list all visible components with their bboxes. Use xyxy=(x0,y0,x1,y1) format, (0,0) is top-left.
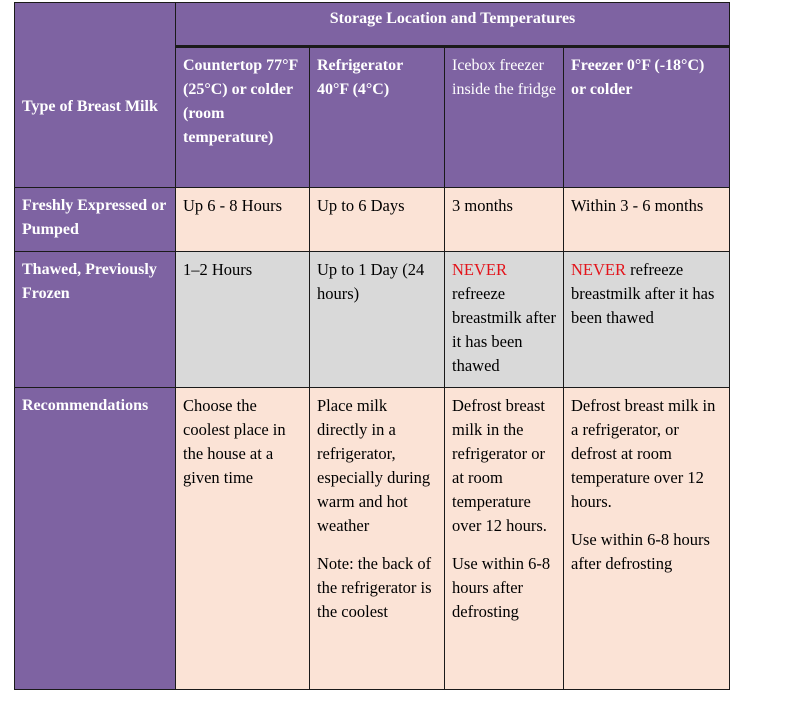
never-warning: NEVER xyxy=(452,260,507,279)
type-of-milk-label: Type of Breast Milk xyxy=(22,98,158,115)
row-label-thawed xyxy=(15,252,176,388)
cell-thawed-refrigerator: Up to 1 Day (24 hours) xyxy=(310,252,445,388)
refrigerator-recommendation: Place milk directly in a refrigerator, especially during warm and hot weather xyxy=(317,396,431,535)
freezer-label: Freezer xyxy=(571,57,623,74)
cell-recommend-refrigerator xyxy=(310,388,445,690)
cell-fresh-refrigerator: Up to 6 Days xyxy=(310,188,445,252)
icebox-label: Icebox freezer inside the fridge xyxy=(452,57,556,98)
never-warning: NEVER xyxy=(571,260,626,279)
column-header-icebox xyxy=(445,47,564,188)
countertop-recommendation: Choose the coolest place in the house at a given time xyxy=(183,396,286,487)
cell-fresh-icebox: 3 months xyxy=(445,188,564,252)
row-label-fresh xyxy=(15,188,176,252)
cell-recommend-icebox xyxy=(445,388,564,690)
cell-fresh-countertop: Up 6 - 8 Hours xyxy=(176,188,310,252)
cell-fresh-freezer: Within 3 - 6 months xyxy=(564,188,730,252)
fresh-label-text: Freshly Expressed or Pumped xyxy=(22,197,167,238)
refrigerator-label: Refrigerator xyxy=(317,57,403,74)
thawed-label-text: Thawed, Previously Frozen xyxy=(22,261,157,302)
column-header-freezer xyxy=(564,47,730,188)
freezer-temp: 0°F (-18°C) or colder xyxy=(571,57,705,98)
cell-thawed-icebox xyxy=(445,252,564,388)
icebox-use-within: Use within 6-8 hours after defrosting xyxy=(452,554,551,621)
freezer-thawed-text: refreeze breastmilk after it has been thawed xyxy=(571,260,715,327)
cell-thawed-freezer xyxy=(564,252,730,388)
freezer-recommendation: Defrost breast milk in a refrigerator, or defrost at room temperature over 12 hours. xyxy=(571,396,716,511)
breast-milk-storage-table xyxy=(14,2,730,690)
refrigerator-note: Note: the back of the refrigerator is the coolest xyxy=(317,554,432,621)
type-of-milk-header xyxy=(15,3,176,188)
storage-location-header xyxy=(176,3,730,47)
cell-recommend-countertop xyxy=(176,388,310,690)
icebox-recommendation: Defrost breast milk in the refrigerator or at room temperature over 12 hours. xyxy=(452,396,547,535)
cell-recommend-freezer xyxy=(564,388,730,690)
freezer-use-within: Use within 6-8 hours after defrosting xyxy=(571,530,710,573)
countertop-temp: 77°F (25°C) or colder (room temperature) xyxy=(183,57,298,146)
cell-thawed-countertop: 1–2 Hours xyxy=(176,252,310,388)
recommendations-label-text: Recommendations xyxy=(22,397,149,414)
refrigerator-temp: 40°F (4°C) xyxy=(317,81,390,98)
row-label-recommendations xyxy=(15,388,176,690)
icebox-thawed-text: refreeze breastmilk after it has been thawed xyxy=(452,284,556,375)
table-title: Storage Location and Temperatures xyxy=(329,10,576,27)
column-header-refrigerator xyxy=(310,47,445,188)
countertop-label: Countertop xyxy=(183,57,263,74)
column-header-countertop xyxy=(176,47,310,188)
